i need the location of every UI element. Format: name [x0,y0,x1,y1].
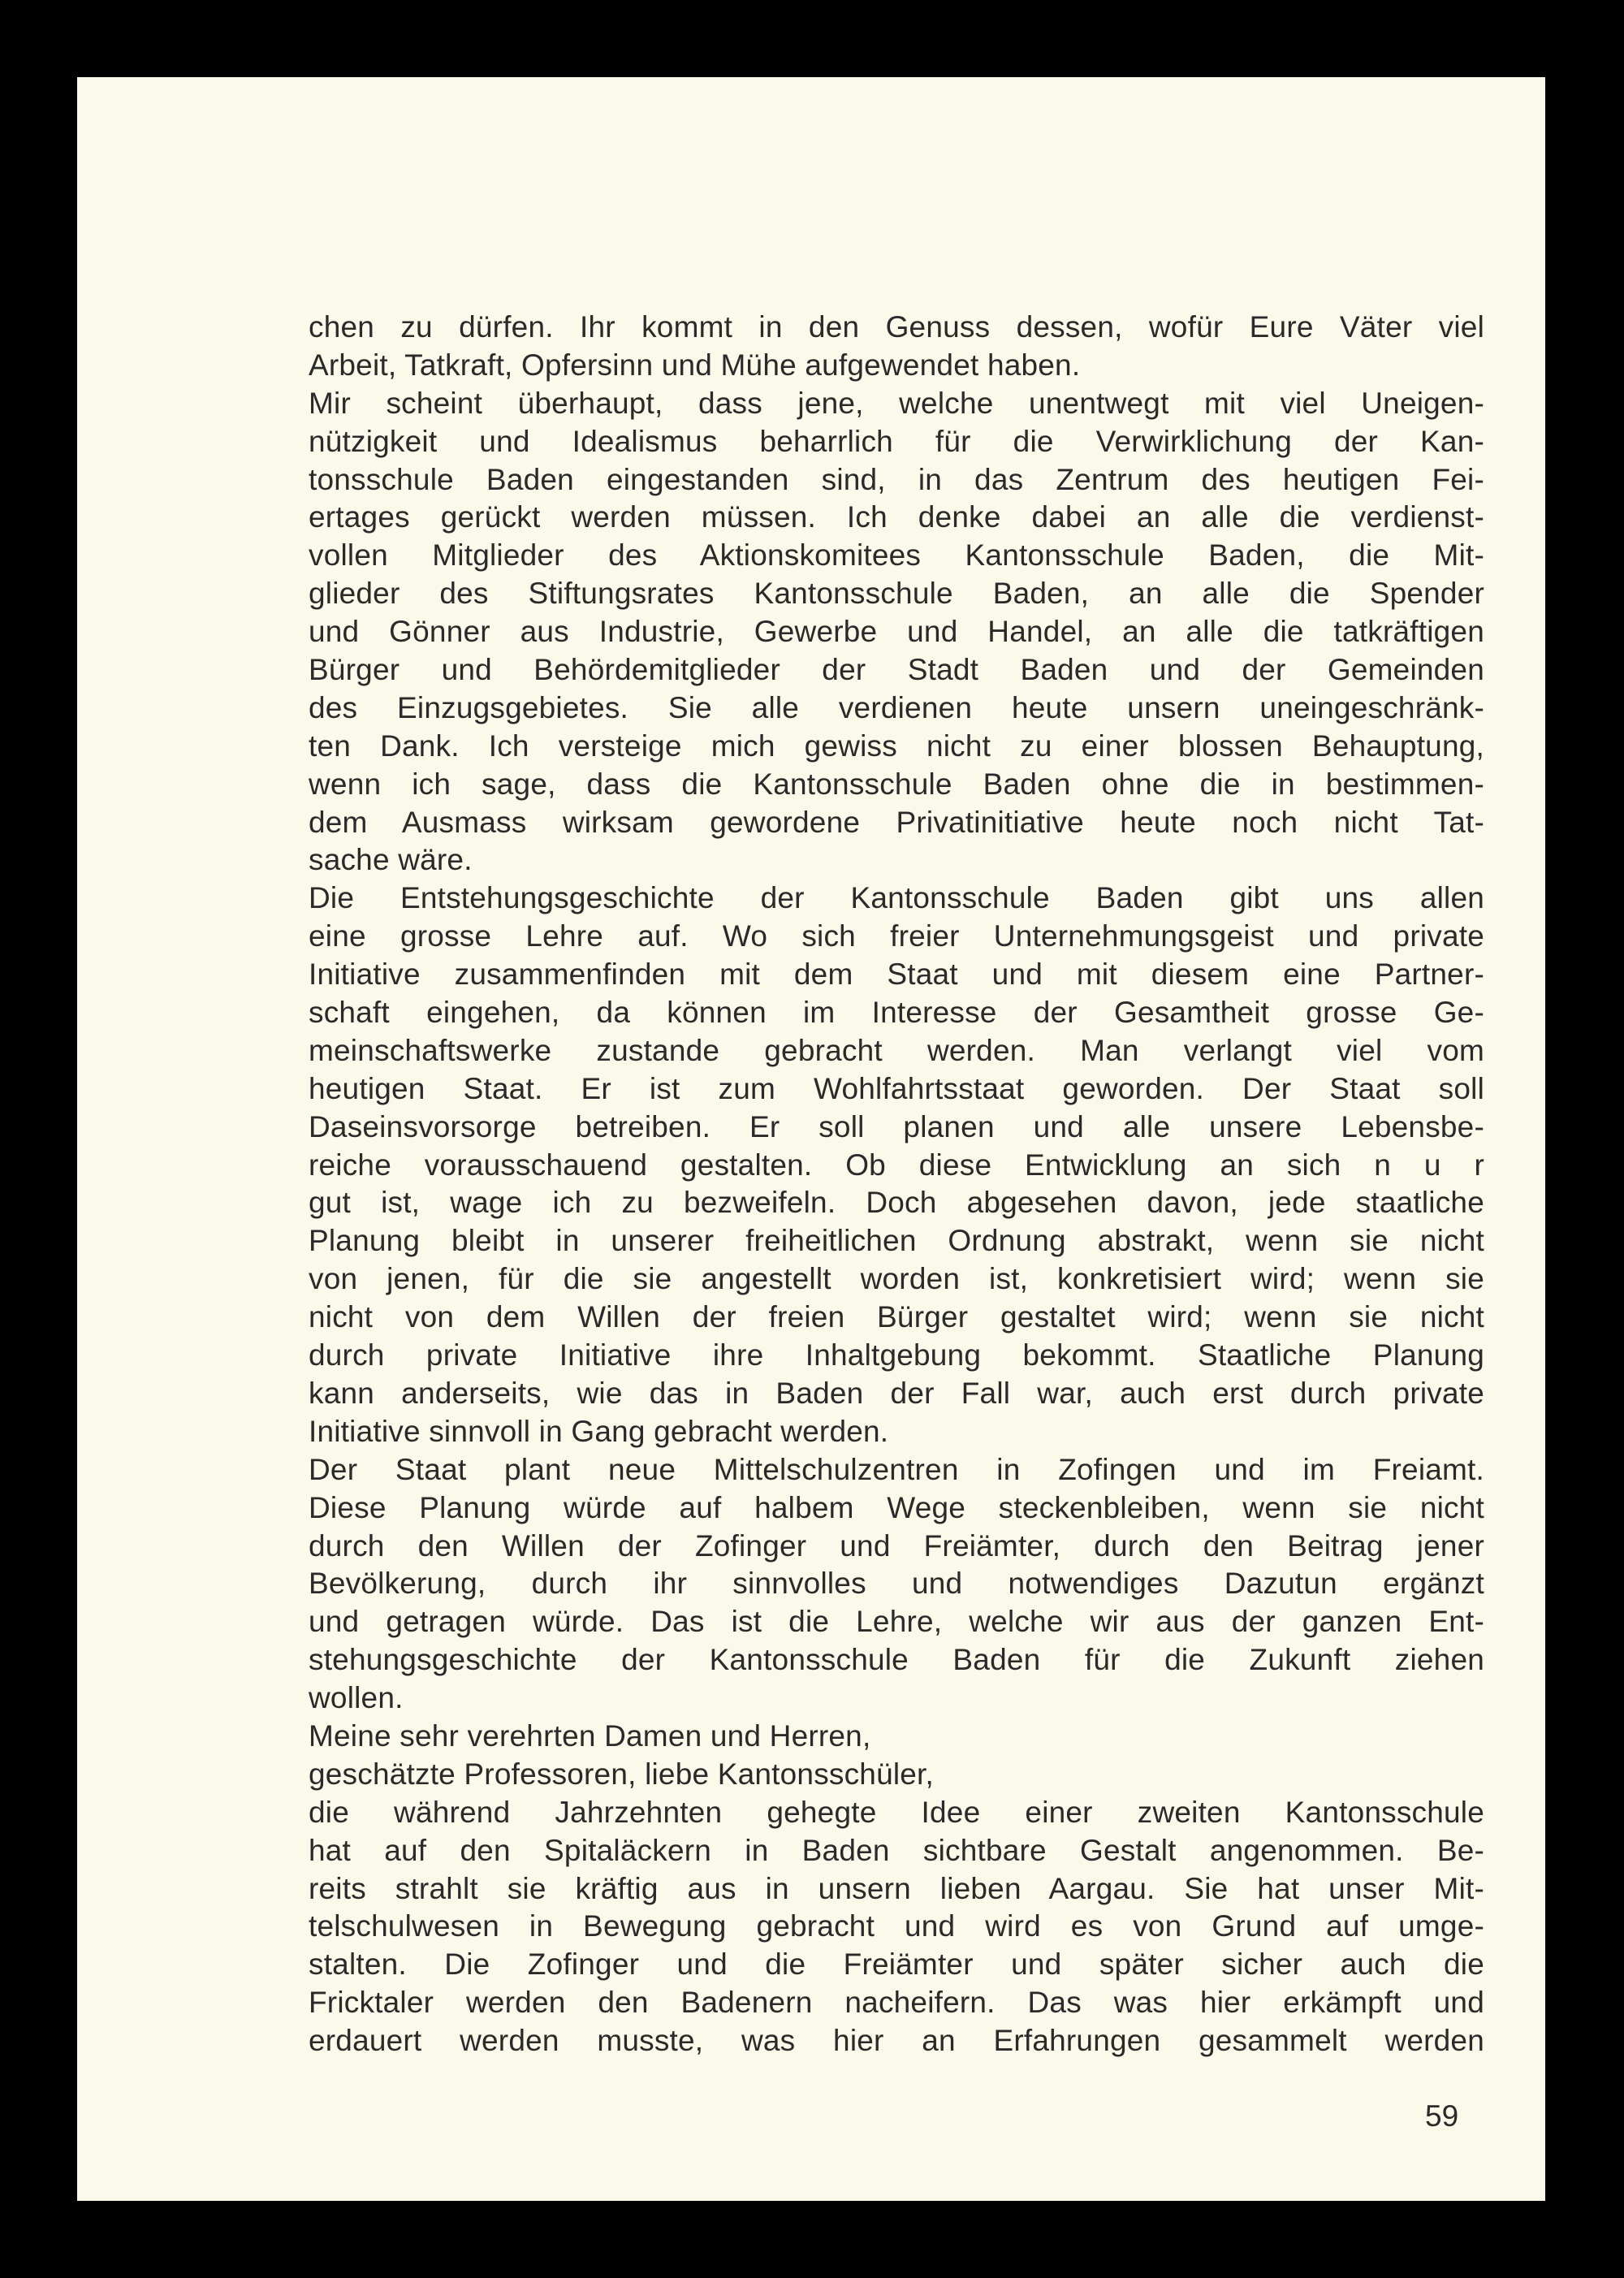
text-line: Der Staat plant neue Mittelschulzentren in Zofingen und im Freiamt. [309,1452,1484,1486]
page-number: 59 [1425,2099,1459,2133]
text-line: Diese Planung würde auf halbem Wege steckenbleiben, wenn sie nicht [309,1490,1484,1524]
text-line: die während Jahrzehnten gehegte Idee einer zweiten Kantonsschule [309,1795,1484,1829]
text-line: glieder des Stiftungsrates Kantonsschule Baden, an alle die Spender [309,577,1484,611]
text-line: meinschaftswerke zustande gebracht werden. Man verlangt viel vom [309,1033,1484,1067]
text-line: Daseinsvorsorge betreiben. Er soll planen und alle unsere Lebensbe- [309,1109,1484,1143]
text-line: Bevölkerung, durch ihr sinnvolles und notwendiges Dazutun ergänzt [309,1567,1484,1601]
text-line: erdauert werden musste, was hier an Erfahrungen gesammelt werden [309,2024,1484,2058]
text-line: von jenen, für die sie angestellt worden ist, konkretisiert wird; wenn sie [309,1262,1484,1296]
text-line: wenn ich sage, dass die Kantonsschule Baden ohne die in bestimmen- [309,767,1484,801]
text-line: geschätzte Professoren, liebe Kantonsschüler, [309,1757,935,1791]
text-line: nicht von dem Willen der freien Bürger gestaltet wird; wenn sie nicht [309,1300,1484,1334]
text-line: stehungsgeschichte der Kantonsschule Baden für die Zukunft ziehen [309,1643,1484,1677]
text-line: durch private Initiative ihre Inhaltgebung bekommt. Staatliche Planung [309,1338,1484,1372]
text-line: Initiative sinnvoll in Gang gebracht werden. [309,1414,889,1448]
text-line: und getragen würde. Das ist die Lehre, welche wir aus der ganzen Ent- [309,1605,1484,1639]
text-line: heutigen Staat. Er ist zum Wohlfahrtsstaat geworden. Der Staat soll [309,1071,1484,1105]
text-line: Planung bleibt in unserer freiheitlichen Ordnung abstrakt, wenn sie nicht [309,1224,1484,1258]
text-line: Arbeit, Tatkraft, Opfersinn und Mühe aufgewendet haben. [309,348,1081,382]
text-line: Meine sehr verehrten Damen und Herren, [309,1718,871,1753]
text-line: gut ist, wage ich zu bezweifeln. Doch abgesehen davon, jede staatliche [309,1186,1484,1220]
text-line: wollen. [309,1681,404,1715]
text-line: tonsschule Baden eingestanden sind, in das Zentrum des heutigen Fei- [309,462,1484,496]
document-page [77,77,1545,2201]
text-line: Bürger und Behördemitglieder der Stadt Baden und der Gemeinden [309,653,1484,687]
text-line: ten Dank. Ich versteige mich gewiss nicht zu einer blossen Behauptung, [309,728,1484,763]
text-line: schaft eingehen, da können im Interesse der Gesamtheit grosse Ge- [309,996,1484,1030]
text-line: durch den Willen der Zofinger und Freiämter, durch den Beitrag jener [309,1528,1484,1563]
text-line: Mir scheint überhaupt, dass jene, welche unentwegt mit viel Uneigen- [309,386,1484,420]
text-line: reits strahlt sie kräftig aus in unsern lieben Aargau. Sie hat unser Mit- [309,1871,1484,1905]
text-line: hat auf den Spitaläckern in Baden sichtbare Gestalt angenommen. Be- [309,1833,1484,1867]
body-text [309,309,1484,2060]
text-line: eine grosse Lehre auf. Wo sich freier Unternehmungsgeist und private [309,919,1484,953]
text-line: telschulwesen in Bewegung gebracht und wird es von Grund auf umge- [309,1909,1484,1943]
text-line: sache wäre. [309,843,473,877]
text-line: des Einzugsgebietes. Sie alle verdienen heute unsern uneingeschränk- [309,690,1484,724]
text-line: reiche vorausschauend gestalten. Ob diese Entwicklung an sich n u r [309,1148,1484,1182]
text-line: kann anderseits, wie das in Baden der Fall war, auch erst durch private [309,1376,1484,1410]
text-line: vollen Mitglieder des Aktionskomitees Kantonsschule Baden, die Mit- [309,538,1484,573]
text-line: Die Entstehungsgeschichte der Kantonsschule Baden gibt uns allen [309,881,1484,915]
text-line: chen zu dürfen. Ihr kommt in den Genuss dessen, wofür Eure Väter viel [309,310,1484,344]
text-line: ertages gerückt werden müssen. Ich denke dabei an alle die verdienst- [309,500,1484,534]
text-line: nützigkeit und Idealismus beharrlich für die Verwirklichung der Kan- [309,424,1484,458]
text-line: dem Ausmass wirksam gewordene Privatinitiative heute noch nicht Tat- [309,805,1484,839]
text-line: und Gönner aus Industrie, Gewerbe und Handel, an alle die tatkräftigen [309,615,1484,649]
text-line: Fricktaler werden den Badenern nacheifern. Das was hier erkämpft und [309,1986,1484,2020]
text-line: stalten. Die Zofinger und die Freiämter und später sicher auch die [309,1947,1484,1982]
text-line: Initiative zusammenfinden mit dem Staat und mit diesem eine Partner- [309,957,1484,992]
